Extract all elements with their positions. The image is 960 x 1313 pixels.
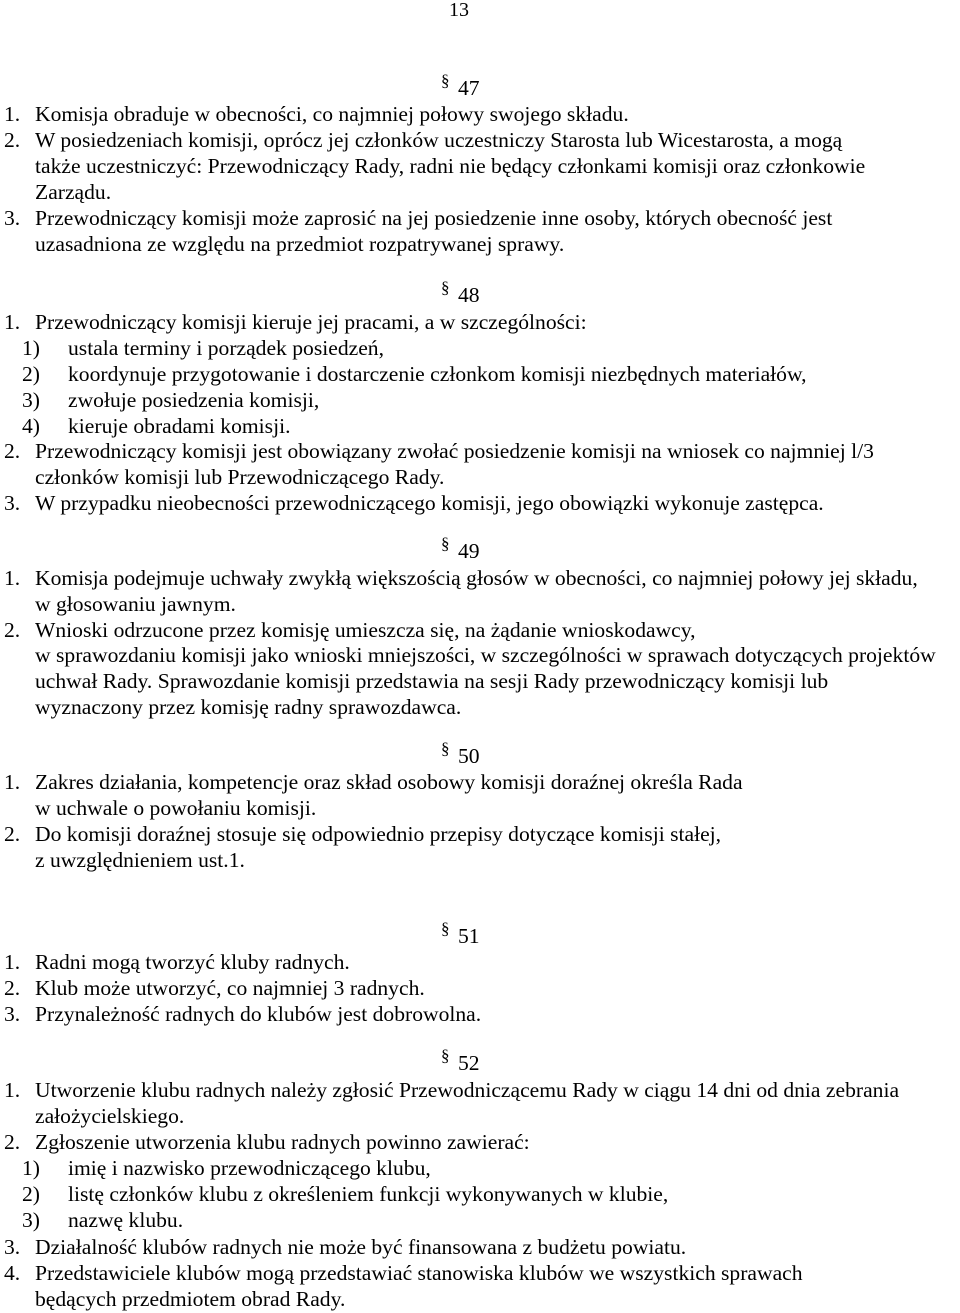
item-number: 1.	[4, 310, 21, 334]
subitem-text: zwołuje posiedzenia komisji,	[68, 388, 320, 412]
item-text: Przynależność radnych do klubów jest dobrowolna.	[35, 1002, 482, 1026]
section-sign: §	[441, 919, 450, 938]
item-text: W posiedzeniach komisji, oprócz jej członków uczestniczy Starosta lub Wicestarosta, a mogą	[35, 128, 843, 152]
item-text: Radni mogą tworzyć kluby radnych.	[35, 950, 350, 974]
item-text: Zgłoszenie utworzenia klubu radnych powinno zawierać:	[35, 1130, 530, 1154]
section-sign: §	[441, 278, 450, 297]
item-text: będących przedmiotem obrad Rady.	[35, 1287, 346, 1311]
item-number: 3.	[4, 491, 21, 515]
subitem-text: listę członków klubu z określeniem funkcji wykonywanych w klubie,	[68, 1182, 669, 1206]
item-text: Zakres działania, kompetencje oraz skład osobowy komisji doraźnej określa Rada	[35, 770, 743, 794]
subitem-text: kieruje obradami komisji.	[68, 414, 291, 438]
section-sign: §	[441, 71, 450, 90]
item-number: 2.	[4, 976, 21, 1000]
item-text: także uczestniczyć: Przewodniczący Rady, radni nie będący członkami komisji oraz członkowie	[35, 154, 866, 178]
item-number: 3.	[4, 206, 21, 230]
item-text: Do komisji doraźnej stosuje się odpowiednio przepisy dotyczące komisji stałej,	[35, 822, 722, 846]
subitem-text: imię i nazwisko przewodniczącego klubu,	[68, 1156, 431, 1180]
item-number: 2.	[4, 1130, 21, 1154]
section-sign: §	[441, 534, 450, 553]
item-text: Przewodniczący komisji jest obowiązany zwołać posiedzenie komisji na wniosek co najmniej l/3	[35, 439, 874, 463]
item-text: W przypadku nieobecności przewodniczącego komisji, jego obowiązki wykonuje zastępca.	[35, 491, 824, 515]
item-text: członków komisji lub Przewodniczącego Rady.	[35, 465, 445, 489]
item-text: Wnioski odrzucone przez komisję umieszcza się, na żądanie wnioskodawcy,	[35, 618, 696, 642]
subitem-number: 2)	[22, 1182, 40, 1206]
section-number: 50	[458, 744, 480, 768]
item-text: Komisja obraduje w obecności, co najmniej połowy swojego składu.	[35, 102, 629, 126]
item-number: 4.	[4, 1261, 21, 1285]
item-text: w sprawozdaniu komisji jako wnioski mniejszości, w szczególności w sprawach dotyczących projektów	[35, 643, 936, 667]
item-number: 3.	[4, 1235, 21, 1259]
item-text: Klub może utworzyć, co najmniej 3 radnych.	[35, 976, 425, 1000]
item-text: wyznaczony przez komisję radny sprawozdawca.	[35, 695, 462, 719]
section-number: 48	[458, 283, 480, 307]
item-number: 1.	[4, 950, 21, 974]
subitem-number: 3)	[22, 388, 40, 412]
item-text: Komisja podejmuje uchwały zwykłą większością głosów w obecności, co najmniej połowy jej składu,	[35, 566, 918, 590]
item-text: z uwzględnieniem ust.1.	[35, 848, 245, 872]
subitem-number: 1)	[22, 336, 40, 360]
section-number: 49	[458, 539, 480, 563]
section-number: 52	[458, 1051, 480, 1075]
item-number: 1.	[4, 102, 21, 126]
item-number: 2.	[4, 439, 21, 463]
item-text: Przewodniczący komisji kieruje jej pracami, a w szczególności:	[35, 310, 587, 334]
section-number: 47	[458, 76, 480, 100]
item-number: 3.	[4, 1002, 21, 1026]
item-text: Utworzenie klubu radnych należy zgłosić Przewodniczącemu Rady w ciągu 14 dni od dnia zebrania	[35, 1078, 900, 1102]
item-text: w głosowaniu jawnym.	[35, 592, 236, 616]
item-text: Zarządu.	[35, 180, 112, 204]
section-sign: §	[441, 739, 450, 758]
section-number: 51	[458, 924, 480, 948]
subitem-number: 2)	[22, 362, 40, 386]
item-text: uzasadniona ze względu na przedmiot rozpatrywanej sprawy.	[35, 232, 565, 256]
subitem-number: 1)	[22, 1156, 40, 1180]
subitem-number: 4)	[22, 414, 40, 438]
subitem-text: nazwę klubu.	[68, 1208, 184, 1232]
item-number: 2.	[4, 128, 21, 152]
item-text: założycielskiego.	[35, 1104, 185, 1128]
item-number: 2.	[4, 822, 21, 846]
item-number: 1.	[4, 566, 21, 590]
item-number: 2.	[4, 618, 21, 642]
section-sign: §	[441, 1046, 450, 1065]
item-text: Przedstawiciele klubów mogą przedstawiać stanowiska klubów we wszystkich sprawach	[35, 1261, 803, 1285]
item-text: Działalność klubów radnych nie może być finansowana z budżetu powiatu.	[35, 1235, 687, 1259]
item-text: w uchwale o powołaniu komisji.	[35, 796, 317, 820]
subitem-number: 3)	[22, 1208, 40, 1232]
subitem-text: ustala terminy i porządek posiedzeń,	[68, 336, 384, 360]
item-number: 1.	[4, 770, 21, 794]
page-number: 13	[449, 0, 469, 21]
subitem-text: koordynuje przygotowanie i dostarczenie członkom komisji niezbędnych materiałów,	[68, 362, 807, 386]
item-text: Przewodniczący komisji może zaprosić na jej posiedzenie inne osoby, których obecność jest	[35, 206, 833, 230]
item-number: 1.	[4, 1078, 21, 1102]
item-text: uchwał Rady. Sprawozdanie komisji przedstawia na sesji Rady przewodniczący komisji lub	[35, 669, 829, 693]
